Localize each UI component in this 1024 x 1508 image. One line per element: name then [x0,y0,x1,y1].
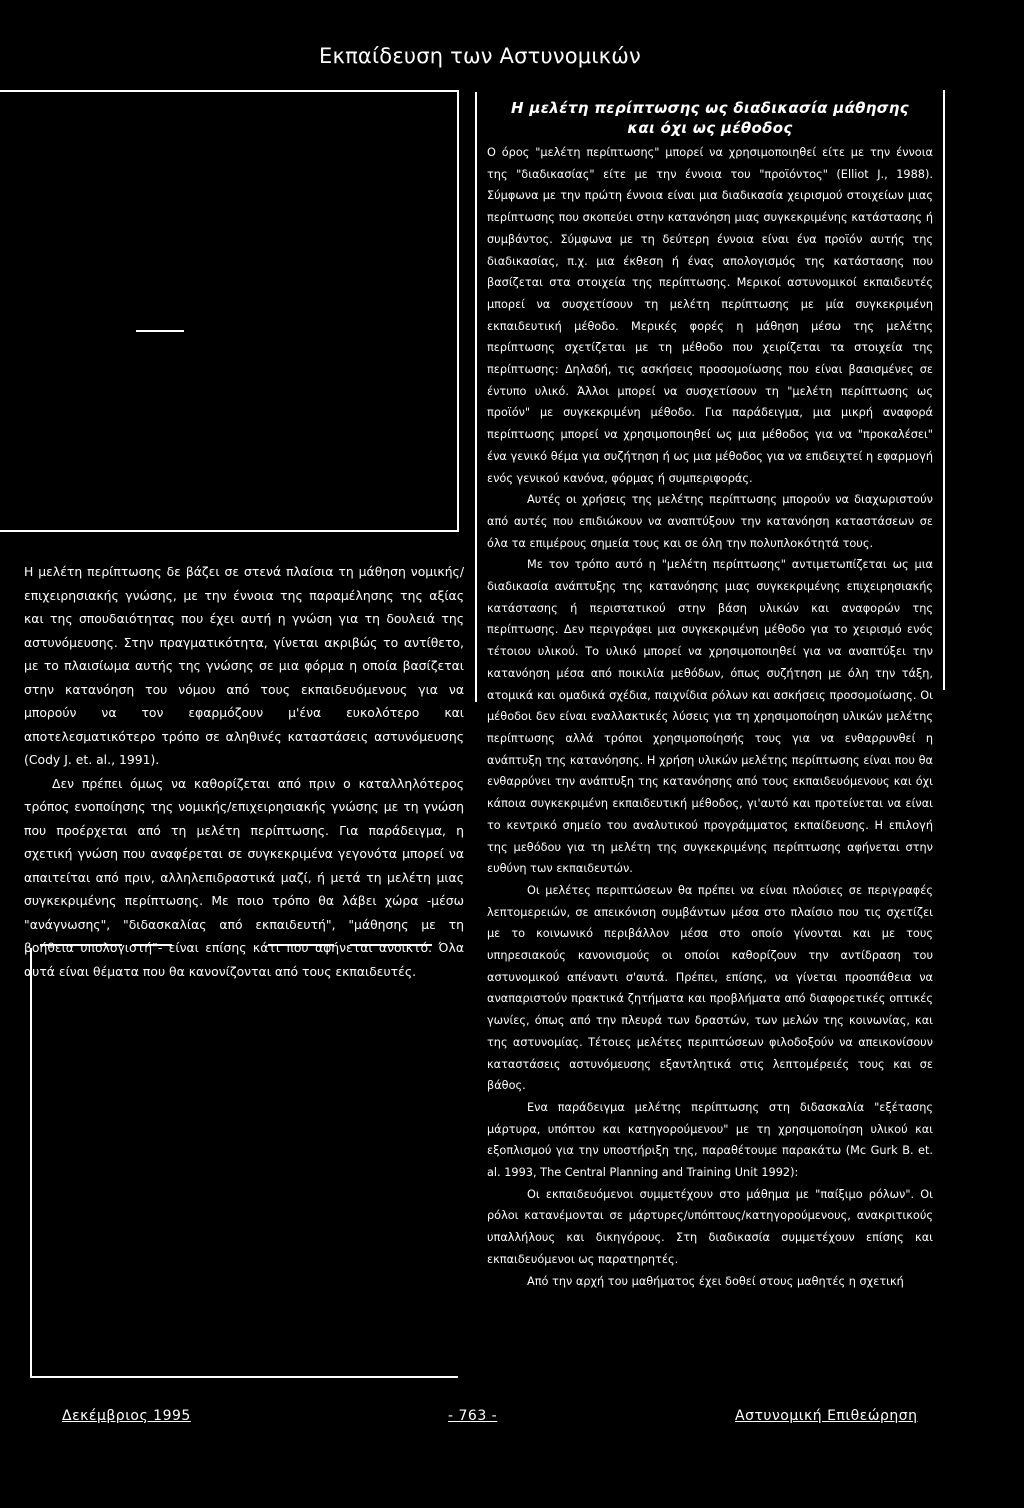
pull-quote-paragraph-2: Δεν πρέπει όμως να καθορίζεται από πριν ο καταλληλότερος τρόπος ενοποίησης της νομικής/επιχειρησιακής γνώσης με τη γνώση που προέρχεται από τη μελέτη περίπτωσης. Για παράδειγμα, η σχετική γνώση που αναφέρεται σε συγκεκριμένα γεγονότα μπορεί να απαιτείται από πριν, αλληλεπιδραστικά μαζί, ή μετά τη μελέτη μιας συγκεκριμένης περίπτωσης. Με ποιο τρόπο θα λάβει χώρα -μέσω "ανάγνωσης", "διδασκαλίας από εκπαιδευτή", "μάθησης με τη βοήθεια υπολογιστή"- είναι επίσης κάτι που αφήνεται ανοικτό. Όλα αυτά είναι θέματα που θα κανονίζονται από τους εκπαιδευτές. [24,775,464,979]
article-column [487,98,933,1292]
article-paragraph-6: Οι εκπαιδευόμενοι συμμετέχουν στο μάθημα με "παίξιμο ρόλων". Οι ρόλοι κατανέμονται σε μάρτυρες/υπόπτους/κατηγορούμενους, ανακριτικούς υπαλλήλους και δικηγόρους. Στη διαδικασία συμμετέχουν επίσης και εκπαιδευόμενοι ως παρατηρητές. [487,1187,933,1266]
lower-bottom-rule [30,1376,458,1378]
article-paragraph-2: Αυτές οι χρήσεις της μελέτης περίπτωσης μπορούν να διαχωριστούν από αυτές που επιδιώκουν να αναπτύξουν την κατανόηση καταστάσεων σε όλα τα επιμέρους σημεία τους και σε όλη την πολυπλοκότητά τους. [487,493,933,550]
frame-mark [136,330,184,332]
lower-tick [30,1340,32,1350]
article-title [487,98,933,138]
article-paragraph-5: Ενα παράδειγμα μελέτης περίπτωσης στη διδασκαλία "εξέτασης μάρτυρα, υπόπτου και κατηγορούμενου" με τη χρησιμοποίηση υλικού και εξοπλισμού για την υποστήριξη της, παραθέτουμε παρακάτω (Mc Gurk B. et. al. 1993, The Central Planning and Training Unit 1992): [487,1100,933,1180]
footer-page-number: - 763 - [448,1408,498,1424]
article-title-line-1: Η μελέτη περίπτωσης ως διαδικασία μάθησης [511,99,909,117]
footer-date: Δεκέμβριος 1995 [62,1408,191,1424]
frame-right-rule [457,90,459,530]
article-right-rule [943,90,945,690]
frame-bottom-rule [0,530,459,532]
pull-quote [24,560,464,983]
article-paragraph-7: Από την αρχή του μαθήματος έχει δοθεί στους μαθητές η σχετική [527,1274,904,1288]
footer-journal: Αστυνομική Επιθεώρηση [735,1408,918,1424]
article-title-line-2: και όχι ως μέθοδος [627,119,793,137]
frame-top-rule [0,90,458,92]
article-paragraph-1: Ο όρος "μελέτη περίπτωσης" μπορεί να χρησιμοποιηθεί είτε με την έννοια της "διαδικασίας" είτε με την έννοια του "προϊόντος" (Elliot J., 1988). Σύμφωνα με την πρώτη έννοια είναι μια διαδικασία χειρισμού στοιχείων μιας περίπτωσης που σκοπεύει στην κατανόηση μιας συγκεκριμένης κατάστασης ή συμβάντος. Σύμφωνα με τη δεύτερη έννοια είναι ένα προϊόν αυτής της διαδικασίας, π.χ. μια έκθεση ή ένας απολογισμός της κατάστασης που βασίζεται στα στοιχεία της περίπτωσης. Μερικοί αστυνομικοί εκπαιδευτές μπορεί να συσχετίσουν τη μελέτη περίπτωσης με μία συγκεκριμένη εκπαιδευτική μέθοδο. Μερικές φορές η μάθηση μέσω της μελέτης περίπτωσης σχετίζεται με τη μέθοδο που χειρίζεται τα στοιχεία της περίπτωσης: Δηλαδή, τις ασκήσεις προσομοίωσης που είναι βασισμένες σε έντυπο υλικό. Άλλοι μπορεί να συσχετίσουν τη "μελέτη περίπτωσης ως προϊόν" με συγκεκριμένη μέθοδο. Για παράδειγμα, μια μικρή αναφορά περίπτωσης μπορεί να χρησιμοποιηθεί ως μια μέθοδος για να "προκαλέσει" ένα γενικό θέμα για συζήτηση ή ως μια μέθοδος για να επιδειχτεί η εφαρμογή ενός γενικού κανόνα, φόρμας ή συμπεριφοράς. [487,146,933,485]
pull-quote-paragraph-1: Η μελέτη περίπτωσης δε βάζει σε στενά πλαίσια τη μάθηση νομικής/επιχειρησιακής γνώσης, με την έννοια της παραμέλησης της αξίας και της σπουδαιότητας που έχει αυτή η γνώση για τη δουλειά της αστυνόμευσης. Στην πραγματικότητα, γίνεται ακριβώς το αντίθετο, με το πλαισίωμα αυτής της γνώσης σε μια φόρμα η οποία βασίζεται στην κατανόηση του νόμου από τους εκπαιδευόμενους για να μπορούν να τον εφαρμόζουν μ'ένα ευκολότερο και αποτελεσματικότερο τρόπο σε αληθινές καταστάσεις αστυνόμευσης (Cody J. et. al., 1991). [24,564,464,767]
article-left-rule [475,92,477,702]
lower-left-rule [30,948,32,1376]
article-paragraph-3: Με τον τρόπο αυτό η "μελέτη περίπτωσης" αντιμετωπίζεται ως μια διαδικασία ανάπτυξης της κατανόησης μιας συγκεκριμένης επιχειρησιακής κατάστασης ή περιστατικού στην βάση υλικών και αναφορών της περίπτωσης. Δεν περιγράφει μια συγκεκριμένη μέθοδο για το χειρισμό ενός τέτοιου υλικού. Το υλικό μπορεί να χρησιμοποιηθεί για να αναπτύξει την κατανόηση μέσα από ποικιλία μεθόδων, όπως συζήτηση με όλη την τάξη, ατομικά και ομαδικά σχέδια, παιχνίδια ρόλων και ασκήσεις προσομοίωσης. Οι μέθοδοι δεν είναι εναλλακτικές λύσεις για τη χρησιμοποίηση υλικών μελέτης περίπτωσης αλλά τρόποι χρησιμοποίησής τους για να ενθαρρυνθεί η ανάπτυξη της κατανόησης. Η χρήση υλικών μελέτης περίπτωσης είναι που θα ενθαρρύνει την ανάπτυξη της κατανόησης από τους εκπαιδευόμενους και όχι κάποια συγκεκριμένη εκπαιδευτική μέθοδος, γι'αυτό και προτείνεται να είναι το κεντρικό σημείο του αναλυτικού προγράμματος εκπαίδευσης. Η επιλογή της μεθόδου για τη μελέτη της συγκεκριμένης περίπτωσης αφήνεται στην ευθύνη των εκπαιδευτών. [487,558,933,876]
page-header: Εκπαίδευση των Αστυνομικών [319,44,641,68]
article-paragraph-4: Οι μελέτες περιπτώσεων θα πρέπει να είναι πλούσιες σε περιγραφές λεπτομερειών, σε απεικόνιση συμβάντων μέσα στο πλαίσιο που τις σχετίζει με το κοινωνικό περιβάλλον μέσα στο οποίο γίνονται και με τους υπηρεσιακούς κανονισμούς οι οποίοι καθορίζουν την αντίδραση του αστυνομικού απέναντι σ'αυτά. Πρέπει, επίσης, να γίνεται προσπάθεια να αναπαριστούν πρακτικά ζητήματα και προβλήματα από διαφορετικές οπτικές γωνίες, όπως από την πλευρά των δραστών, των μελών της κοινωνίας, και της αστυνομίας. Τέτοιες μελέτες περιπτώσεων φιλοδοξούν να απεικονίσουν καταστάσεις αστυνόμευσης εξαντλητικά στις λεπτομέρειές τους και σε βάθος. [487,883,933,1093]
